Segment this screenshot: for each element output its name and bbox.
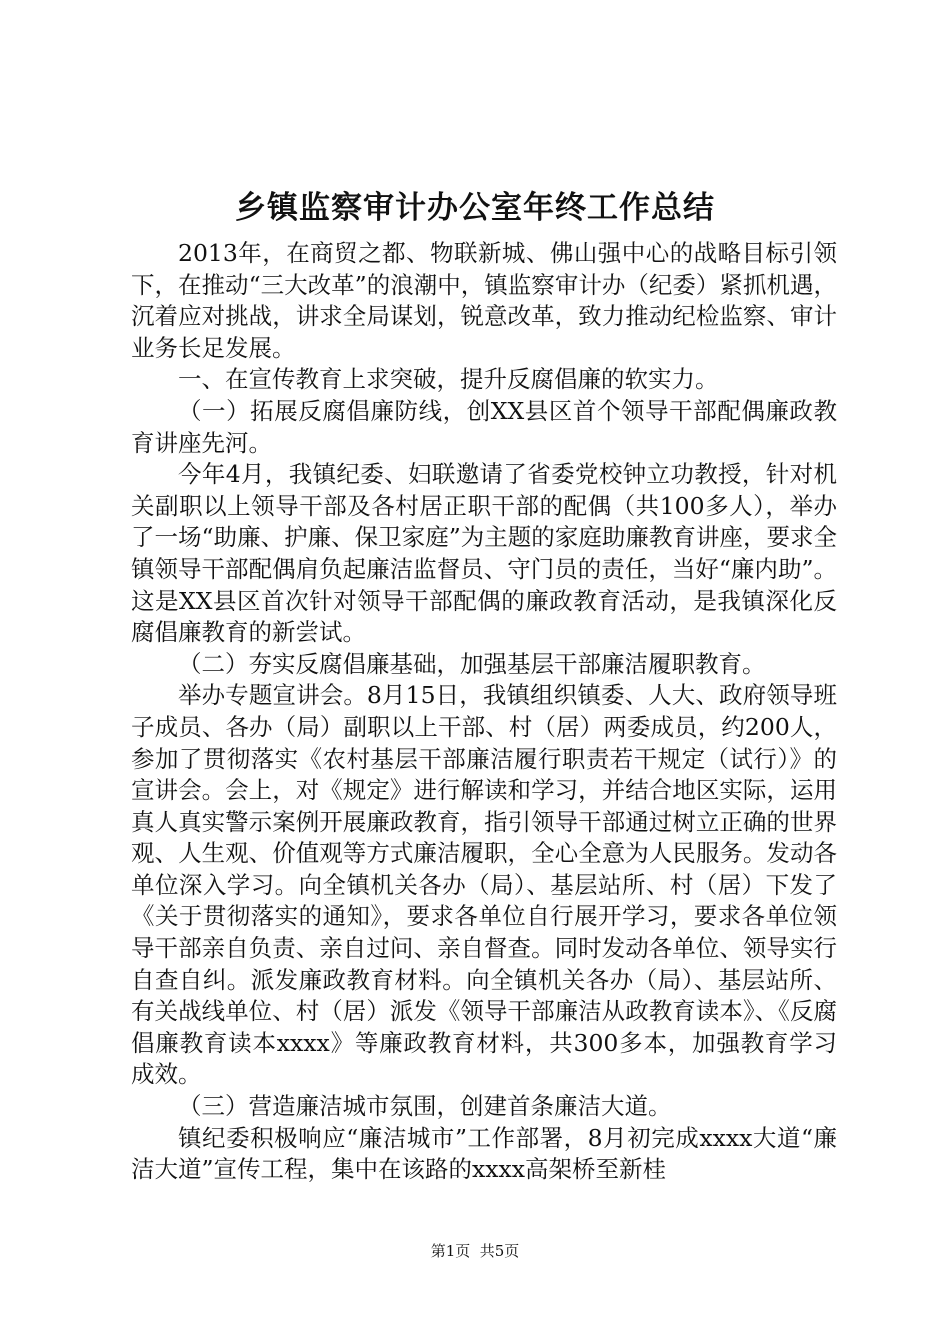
paragraph-intro: 2013年，在商贸之都、物联新城、佛山强中心的战略目标引领下，在推动“三大改革”的浪潮中，镇监察审计办（纪委）紧抓机遇，沉着应对挑战，讲求全局谋划，锐意改革，致力推动纪检监察、审计业务长足发展。 — [131, 239, 837, 362]
page-number: 第1页 共5页 — [430, 1242, 520, 1260]
section-heading-1: 一、在宣传教育上求突破，提升反腐倡廉的软实力。 — [178, 365, 719, 394]
paragraph-integrity-avenue: 镇纪委积极响应“廉洁城市”工作部署，8月初完成xxxx大道“廉洁大道”宣传工程，集中在该路的xxxx高架桥至新桂 — [131, 1123, 837, 1184]
paragraph-briefing: 举办专题宣讲会。8月15日，我镇组织镇委、人大、政府领导班子成员、各办（局）副职以上干部、村（居）两委成员，约200人，参加了贯彻落实《农村基层干部廉洁履行职责若干规定（试行）》的宣讲会。会上，对《规定》进行解读和学习，并结合地区实际，运用真人真实警示案例开展廉政教育，指引领导干部通过树立正确的世界观、人生观、价值观等方式廉洁履职，全心全意为人民服务。发动各单位深入学习。向全镇机关各办（局）、基层站所、村（居）下发了《关于贯彻落实的通知》，要求各单位自行展开学习，要求各单位领导干部亲自负责、亲自过问、亲自督查。同时发动各单位、领导实行自查自纠。派发廉政教育材料。向全镇机关各办（局）、基层站所、有关战线单位、村（居）派发《领导干部廉洁从政教育读本》、《反腐倡廉教育读本xxxx》等廉政教育材料，共300多本，加强教育学习成效。 — [131, 681, 837, 1089]
page-footer — [0, 1241, 950, 1261]
paragraph-spouse-lecture: 今年4月，我镇纪委、妇联邀请了省委党校钟立功教授，针对机关副职以上领导干部及各村居正职干部的配偶（共100多人），举办了一场“助廉、护廉、保卫家庭”为主题的家庭助廉教育讲座，要求全镇领导干部配偶肩负起廉洁监督员、守门员的责任，当好“廉内助”。这是XX县区首次针对领导干部配偶的廉政教育活动，是我镇深化反腐倡廉教育的新尝试。 — [131, 460, 837, 647]
document-title: 乡镇监察审计办公室年终工作总结 — [235, 190, 715, 226]
subsection-heading-3: （三）营造廉洁城市氛围，创建首条廉洁大道。 — [178, 1092, 672, 1121]
subsection-heading-2: （二）夯实反腐倡廉基础，加强基层干部廉洁履职教育。 — [178, 649, 766, 678]
subsection-heading-1: （一）拓展反腐倡廉防线，创XX县区首个领导干部配偶廉政教育讲座先河。 — [131, 396, 837, 457]
document-body — [131, 238, 837, 1186]
